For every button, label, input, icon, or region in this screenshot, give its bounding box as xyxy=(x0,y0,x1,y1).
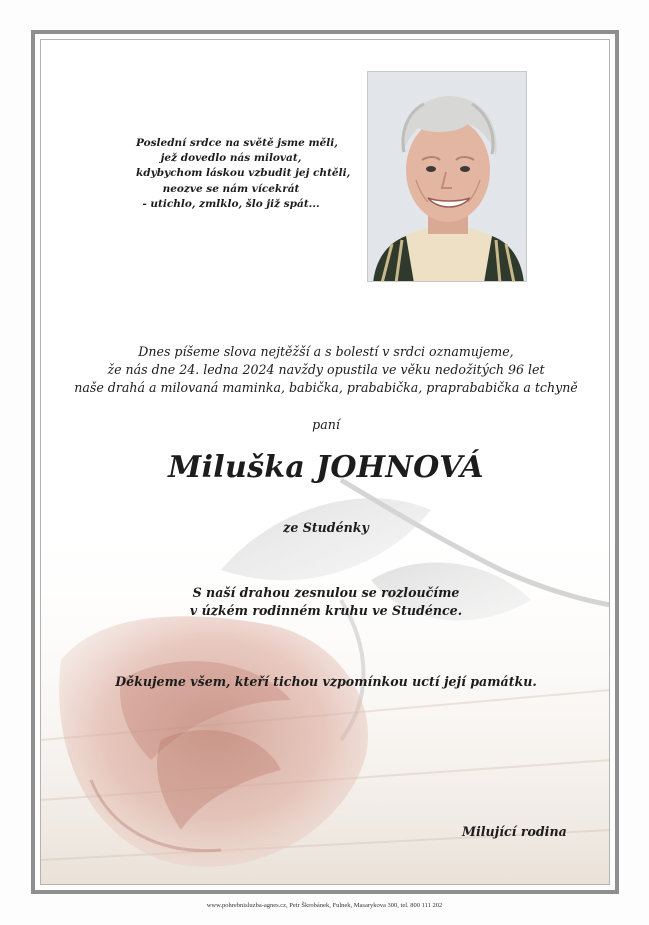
poem-verse xyxy=(136,136,351,212)
announcement-line: Dnes píšeme slova nejtěžší a s bolestí v srdci oznamujeme, xyxy=(138,344,514,359)
farewell-line: S naší drahou zesnulou se rozloučíme xyxy=(192,585,460,600)
death-announcement xyxy=(41,343,610,397)
funeral-service-footer: www.pohrebnisluzba-agnes.cz, Petr Škrobánek, Fulnek, Masarykova 300, tel. 800 111 202 xyxy=(206,902,443,909)
announcement-line: naše drahá a milovaná maminka, babička, prababička, praprababička a tchyně xyxy=(74,380,578,395)
poem-line: jež dovedlo nás milovat, xyxy=(160,152,302,165)
poem-line: neozve se nám vícekrát xyxy=(162,182,300,195)
portrait-image xyxy=(368,72,527,282)
deceased-origin: ze Studénky xyxy=(283,520,369,535)
poem-line: - utichlo, zmlklo, šlo již spát... xyxy=(142,197,320,210)
poem-line: kdybychom láskou vzbudit jej chtěli, xyxy=(136,167,351,180)
farewell-notice xyxy=(41,584,610,620)
poem-line: Poslední srdce na světě jsme měli, xyxy=(136,137,338,149)
salutation-text: paní xyxy=(312,417,340,432)
family-signature: Milující rodina xyxy=(462,824,567,839)
announcement-line: že nás dne 24. ledna 2024 navždy opustila ve věku nedožitých 96 let xyxy=(107,362,545,377)
inner-frame xyxy=(40,39,610,885)
thanks-text: Děkujeme všem, kteří tichou vzpomínkou uctí její památku. xyxy=(115,674,537,689)
portrait-photo xyxy=(367,71,527,282)
farewell-line: v úzkém rodinném kruhu ve Studénce. xyxy=(189,603,463,618)
deceased-name: Miluška JOHNOVÁ xyxy=(168,450,484,485)
